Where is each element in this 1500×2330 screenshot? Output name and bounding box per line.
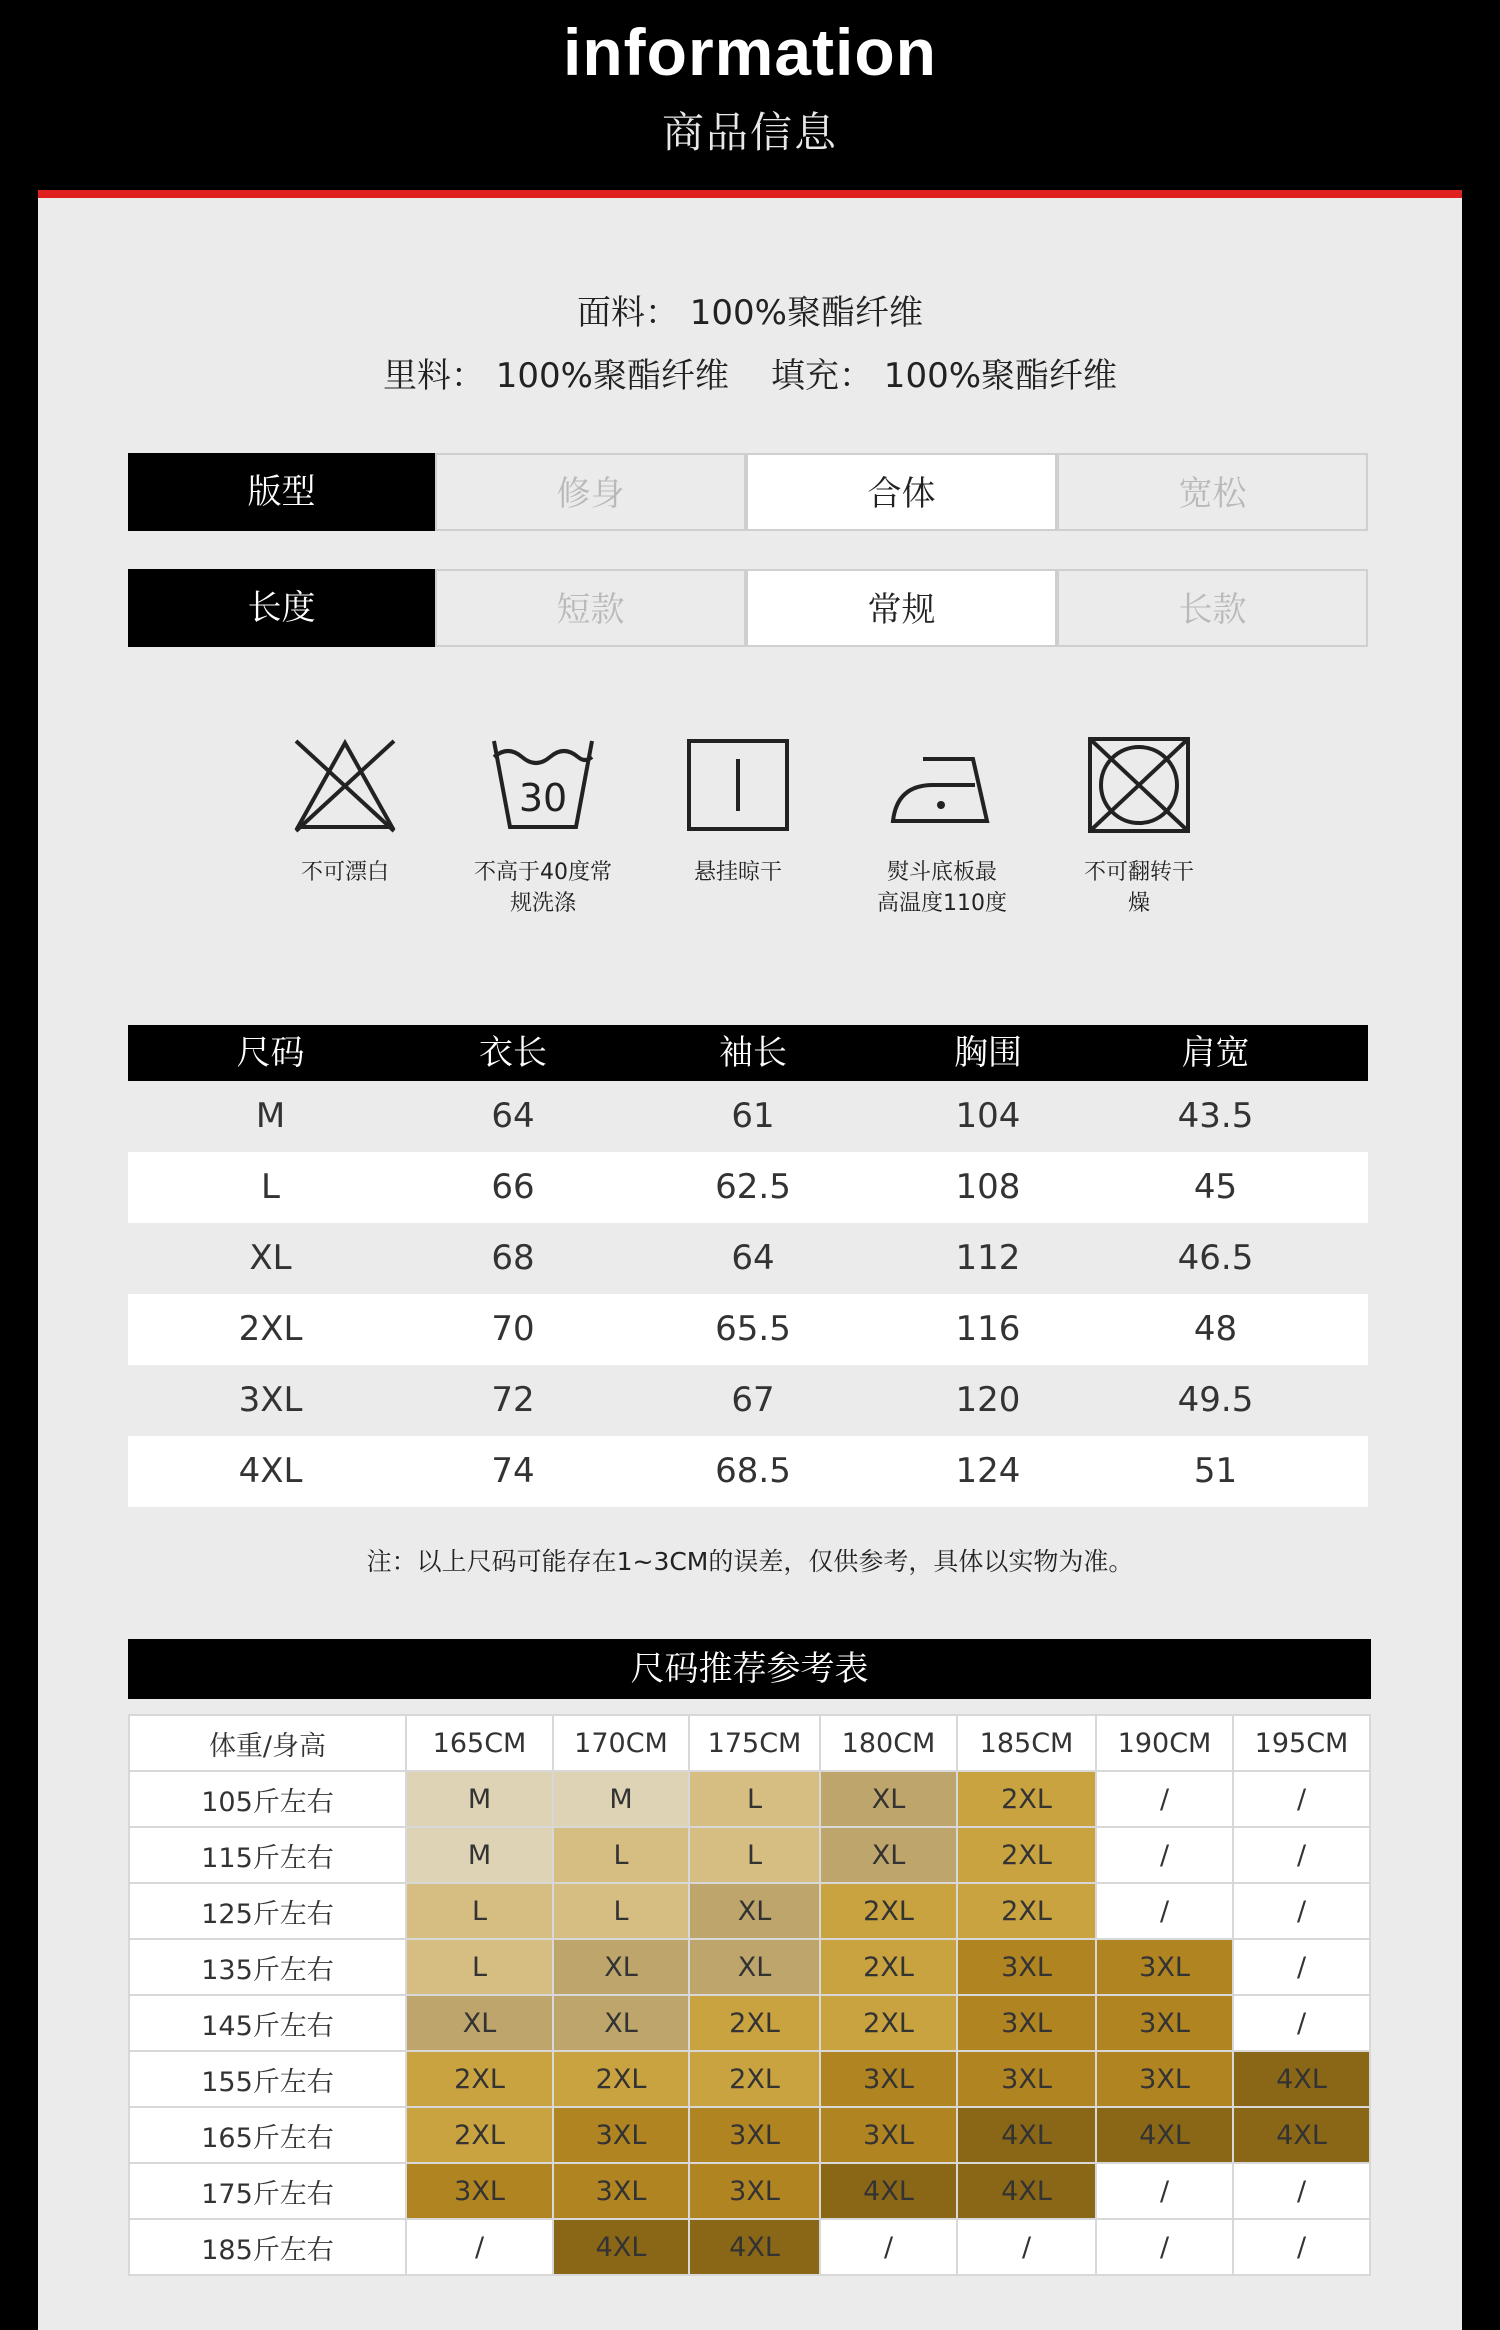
height-header: 180CM bbox=[820, 1715, 957, 1771]
fit-option-slim: 修身 bbox=[435, 453, 746, 531]
size-cell: 3XL bbox=[820, 2107, 957, 2163]
header-chest: 胸围 bbox=[954, 1033, 1022, 1073]
size-table-header bbox=[128, 1025, 1368, 1081]
table-cell: 48 bbox=[1193, 1309, 1238, 1349]
weight-label: 175斤左右 bbox=[129, 2163, 406, 2219]
filling-text: 填充： 100%聚酯纤维 bbox=[771, 356, 1118, 396]
size-cell: M bbox=[553, 1771, 689, 1827]
size-cell: / bbox=[1233, 2163, 1370, 2219]
header-banner bbox=[0, 0, 1500, 195]
recommend-title: 尺码推荐参考表 bbox=[128, 1639, 1371, 1699]
table-cell: 70 bbox=[491, 1309, 535, 1349]
page-subtitle: 商品信息 bbox=[661, 108, 838, 157]
table-cell: 62.5 bbox=[715, 1167, 791, 1207]
recommend-body bbox=[129, 1771, 1370, 2275]
table-row bbox=[129, 2163, 1370, 2219]
lining-text: 里料： 100%聚酯纤维 bbox=[382, 356, 729, 396]
svg-text:30: 30 bbox=[518, 776, 568, 820]
no-bleach-icon bbox=[290, 735, 400, 835]
table-row bbox=[128, 1223, 1368, 1294]
care-item-iron bbox=[857, 735, 1027, 919]
care-item-no-bleach bbox=[260, 735, 430, 888]
fit-label: 版型 bbox=[128, 453, 435, 531]
size-cell: / bbox=[1233, 1827, 1370, 1883]
size-cell: 2XL bbox=[820, 1883, 957, 1939]
size-cell: / bbox=[1096, 1827, 1233, 1883]
table-row bbox=[128, 1152, 1368, 1223]
care-label: 悬挂晾干 bbox=[693, 860, 782, 885]
height-header: 185CM bbox=[957, 1715, 1096, 1771]
table-cell: 64 bbox=[491, 1096, 535, 1136]
table-cell: 66 bbox=[491, 1167, 535, 1207]
table-cell: 2XL bbox=[238, 1309, 303, 1349]
size-cell: 2XL bbox=[406, 2107, 553, 2163]
size-cell: 4XL bbox=[1233, 2107, 1370, 2163]
table-cell: 45 bbox=[1193, 1167, 1238, 1207]
fabric-line: 面料： 100%聚酯纤维 bbox=[576, 293, 923, 333]
size-cell: 4XL bbox=[957, 2163, 1096, 2219]
size-cell: 2XL bbox=[820, 1939, 957, 1995]
weight-label: 135斤左右 bbox=[129, 1939, 406, 1995]
fit-option-loose: 宽松 bbox=[1057, 453, 1368, 531]
table-row bbox=[129, 1939, 1370, 1995]
size-cell: / bbox=[1233, 1939, 1370, 1995]
table-cell: XL bbox=[249, 1238, 292, 1278]
size-cell: / bbox=[1096, 1771, 1233, 1827]
table-row bbox=[128, 1294, 1368, 1365]
size-cell: 3XL bbox=[957, 2051, 1096, 2107]
page-title: information bbox=[563, 15, 937, 89]
size-cell: 3XL bbox=[689, 2163, 820, 2219]
recommend-corner: 体重/身高 bbox=[129, 1715, 406, 1771]
table-row bbox=[128, 1365, 1368, 1436]
size-cell: XL bbox=[553, 1995, 689, 2051]
size-cell: 4XL bbox=[957, 2107, 1096, 2163]
table-cell: 61 bbox=[731, 1096, 775, 1136]
header-shoulder: 肩宽 bbox=[1181, 1033, 1250, 1073]
size-cell: L bbox=[406, 1939, 553, 1995]
table-cell: M bbox=[255, 1096, 286, 1136]
size-cell: L bbox=[553, 1883, 689, 1939]
care-label: 不高于40度常规洗涤 bbox=[474, 860, 612, 916]
size-cell: L bbox=[553, 1827, 689, 1883]
size-cell: 2XL bbox=[957, 1827, 1096, 1883]
table-cell: 112 bbox=[955, 1238, 1021, 1278]
size-cell: XL bbox=[820, 1771, 957, 1827]
table-cell: 68.5 bbox=[715, 1451, 791, 1491]
weight-label: 155斤左右 bbox=[129, 2051, 406, 2107]
size-table-body bbox=[128, 1081, 1368, 1507]
size-cell: 2XL bbox=[689, 1995, 820, 2051]
table-row bbox=[129, 1995, 1370, 2051]
table-cell: 3XL bbox=[238, 1380, 303, 1420]
size-cell: 2XL bbox=[820, 1995, 957, 2051]
size-cell: / bbox=[1233, 1883, 1370, 1939]
size-cell: 3XL bbox=[553, 2163, 689, 2219]
weight-label: 105斤左右 bbox=[129, 1771, 406, 1827]
size-cell: 4XL bbox=[1233, 2051, 1370, 2107]
size-cell: 3XL bbox=[1096, 1939, 1233, 1995]
size-cell: 3XL bbox=[406, 2163, 553, 2219]
lining-filling-line bbox=[0, 348, 1500, 397]
size-cell: 3XL bbox=[957, 1995, 1096, 2051]
size-cell: M bbox=[406, 1771, 553, 1827]
care-label: 不可漂白 bbox=[300, 860, 389, 885]
weight-label: 145斤左右 bbox=[129, 1995, 406, 2051]
table-cell: 67 bbox=[731, 1380, 775, 1420]
weight-label: 165斤左右 bbox=[129, 2107, 406, 2163]
size-cell: XL bbox=[553, 1939, 689, 1995]
size-cell: XL bbox=[689, 1939, 820, 1995]
size-cell: 4XL bbox=[689, 2219, 820, 2275]
header-size: 尺码 bbox=[236, 1033, 305, 1073]
table-cell: 108 bbox=[955, 1167, 1021, 1207]
size-cell: / bbox=[1096, 2163, 1233, 2219]
table-cell: 46.5 bbox=[1177, 1238, 1254, 1278]
table-cell: 104 bbox=[955, 1096, 1021, 1136]
size-cell: 3XL bbox=[1096, 2051, 1233, 2107]
table-cell: 51 bbox=[1193, 1451, 1238, 1491]
size-cell: / bbox=[1233, 1995, 1370, 2051]
size-cell: 2XL bbox=[689, 2051, 820, 2107]
table-cell: 65.5 bbox=[715, 1309, 791, 1349]
care-item-no-tumble bbox=[1054, 735, 1224, 919]
table-cell: 120 bbox=[955, 1380, 1021, 1420]
size-cell: XL bbox=[406, 1995, 553, 2051]
size-note: 注：以上尺码可能存在1~3CM的误差，仅供参考，具体以实物为准。 bbox=[366, 1547, 1134, 1576]
height-header: 195CM bbox=[1233, 1715, 1370, 1771]
weight-label: 185斤左右 bbox=[129, 2219, 406, 2275]
recommend-table bbox=[128, 1714, 1371, 2276]
size-cell: M bbox=[406, 1827, 553, 1883]
table-cell: 72 bbox=[491, 1380, 535, 1420]
size-cell: / bbox=[1233, 1771, 1370, 1827]
no-tumble-dry-icon bbox=[1084, 735, 1194, 835]
table-cell: 4XL bbox=[238, 1451, 303, 1491]
size-cell: L bbox=[406, 1883, 553, 1939]
table-row bbox=[129, 1883, 1370, 1939]
size-cell: XL bbox=[689, 1883, 820, 1939]
fit-row bbox=[128, 453, 1368, 531]
size-cell: / bbox=[1096, 1883, 1233, 1939]
weight-label: 115斤左右 bbox=[129, 1827, 406, 1883]
size-cell: / bbox=[1233, 2219, 1370, 2275]
length-option-regular: 常规 bbox=[746, 569, 1057, 647]
table-row bbox=[129, 2051, 1370, 2107]
care-label: 不可翻转干燥 bbox=[1084, 860, 1195, 916]
table-row bbox=[129, 1827, 1370, 1883]
size-cell: / bbox=[957, 2219, 1096, 2275]
size-cell: 4XL bbox=[553, 2219, 689, 2275]
size-cell: 3XL bbox=[1096, 1995, 1233, 2051]
wash-30-icon bbox=[488, 735, 598, 835]
size-cell: 3XL bbox=[689, 2107, 820, 2163]
height-header: 165CM bbox=[406, 1715, 553, 1771]
size-cell: XL bbox=[820, 1827, 957, 1883]
table-row bbox=[129, 2107, 1370, 2163]
table-row bbox=[129, 2219, 1370, 2275]
size-cell: / bbox=[820, 2219, 957, 2275]
size-cell: 2XL bbox=[957, 1883, 1096, 1939]
weight-label: 125斤左右 bbox=[129, 1883, 406, 1939]
length-option-long: 长款 bbox=[1057, 569, 1368, 647]
table-cell: 43.5 bbox=[1177, 1096, 1254, 1136]
table-cell: 124 bbox=[955, 1451, 1021, 1491]
length-row bbox=[128, 569, 1368, 647]
size-cell: L bbox=[689, 1771, 820, 1827]
table-cell: 64 bbox=[731, 1238, 775, 1278]
size-cell: L bbox=[689, 1827, 820, 1883]
height-header: 170CM bbox=[553, 1715, 689, 1771]
size-cell: 2XL bbox=[406, 2051, 553, 2107]
care-item-wash bbox=[458, 735, 628, 919]
care-item-line-dry bbox=[653, 735, 823, 888]
fit-option-regular: 合体 bbox=[746, 453, 1057, 531]
height-header: 190CM bbox=[1096, 1715, 1233, 1771]
size-cell: 4XL bbox=[820, 2163, 957, 2219]
size-cell: / bbox=[406, 2219, 553, 2275]
header-sleeve: 袖长 bbox=[719, 1033, 787, 1073]
table-cell: 49.5 bbox=[1177, 1380, 1254, 1420]
header-length: 衣长 bbox=[479, 1033, 547, 1073]
table-row bbox=[129, 1771, 1370, 1827]
height-header: 175CM bbox=[689, 1715, 820, 1771]
table-cell: 74 bbox=[491, 1451, 535, 1491]
size-table bbox=[128, 1025, 1368, 1507]
table-cell: 116 bbox=[955, 1309, 1021, 1349]
table-cell: 68 bbox=[491, 1238, 535, 1278]
table-row bbox=[128, 1436, 1368, 1507]
table-cell: L bbox=[261, 1167, 280, 1207]
recommend-header-row bbox=[129, 1715, 1370, 1771]
table-row bbox=[128, 1081, 1368, 1152]
size-cell: 3XL bbox=[820, 2051, 957, 2107]
accent-divider bbox=[38, 190, 1462, 198]
size-cell: 3XL bbox=[553, 2107, 689, 2163]
size-cell: 2XL bbox=[957, 1771, 1096, 1827]
care-label: 熨斗底板最高温度110度 bbox=[877, 860, 1007, 916]
length-label: 长度 bbox=[128, 569, 435, 647]
iron-low-icon bbox=[887, 735, 997, 835]
length-option-short: 短款 bbox=[435, 569, 746, 647]
size-cell: 3XL bbox=[957, 1939, 1096, 1995]
size-cell: 4XL bbox=[1096, 2107, 1233, 2163]
size-cell: / bbox=[1096, 2219, 1233, 2275]
size-cell: 2XL bbox=[553, 2051, 689, 2107]
line-dry-icon bbox=[683, 735, 793, 835]
